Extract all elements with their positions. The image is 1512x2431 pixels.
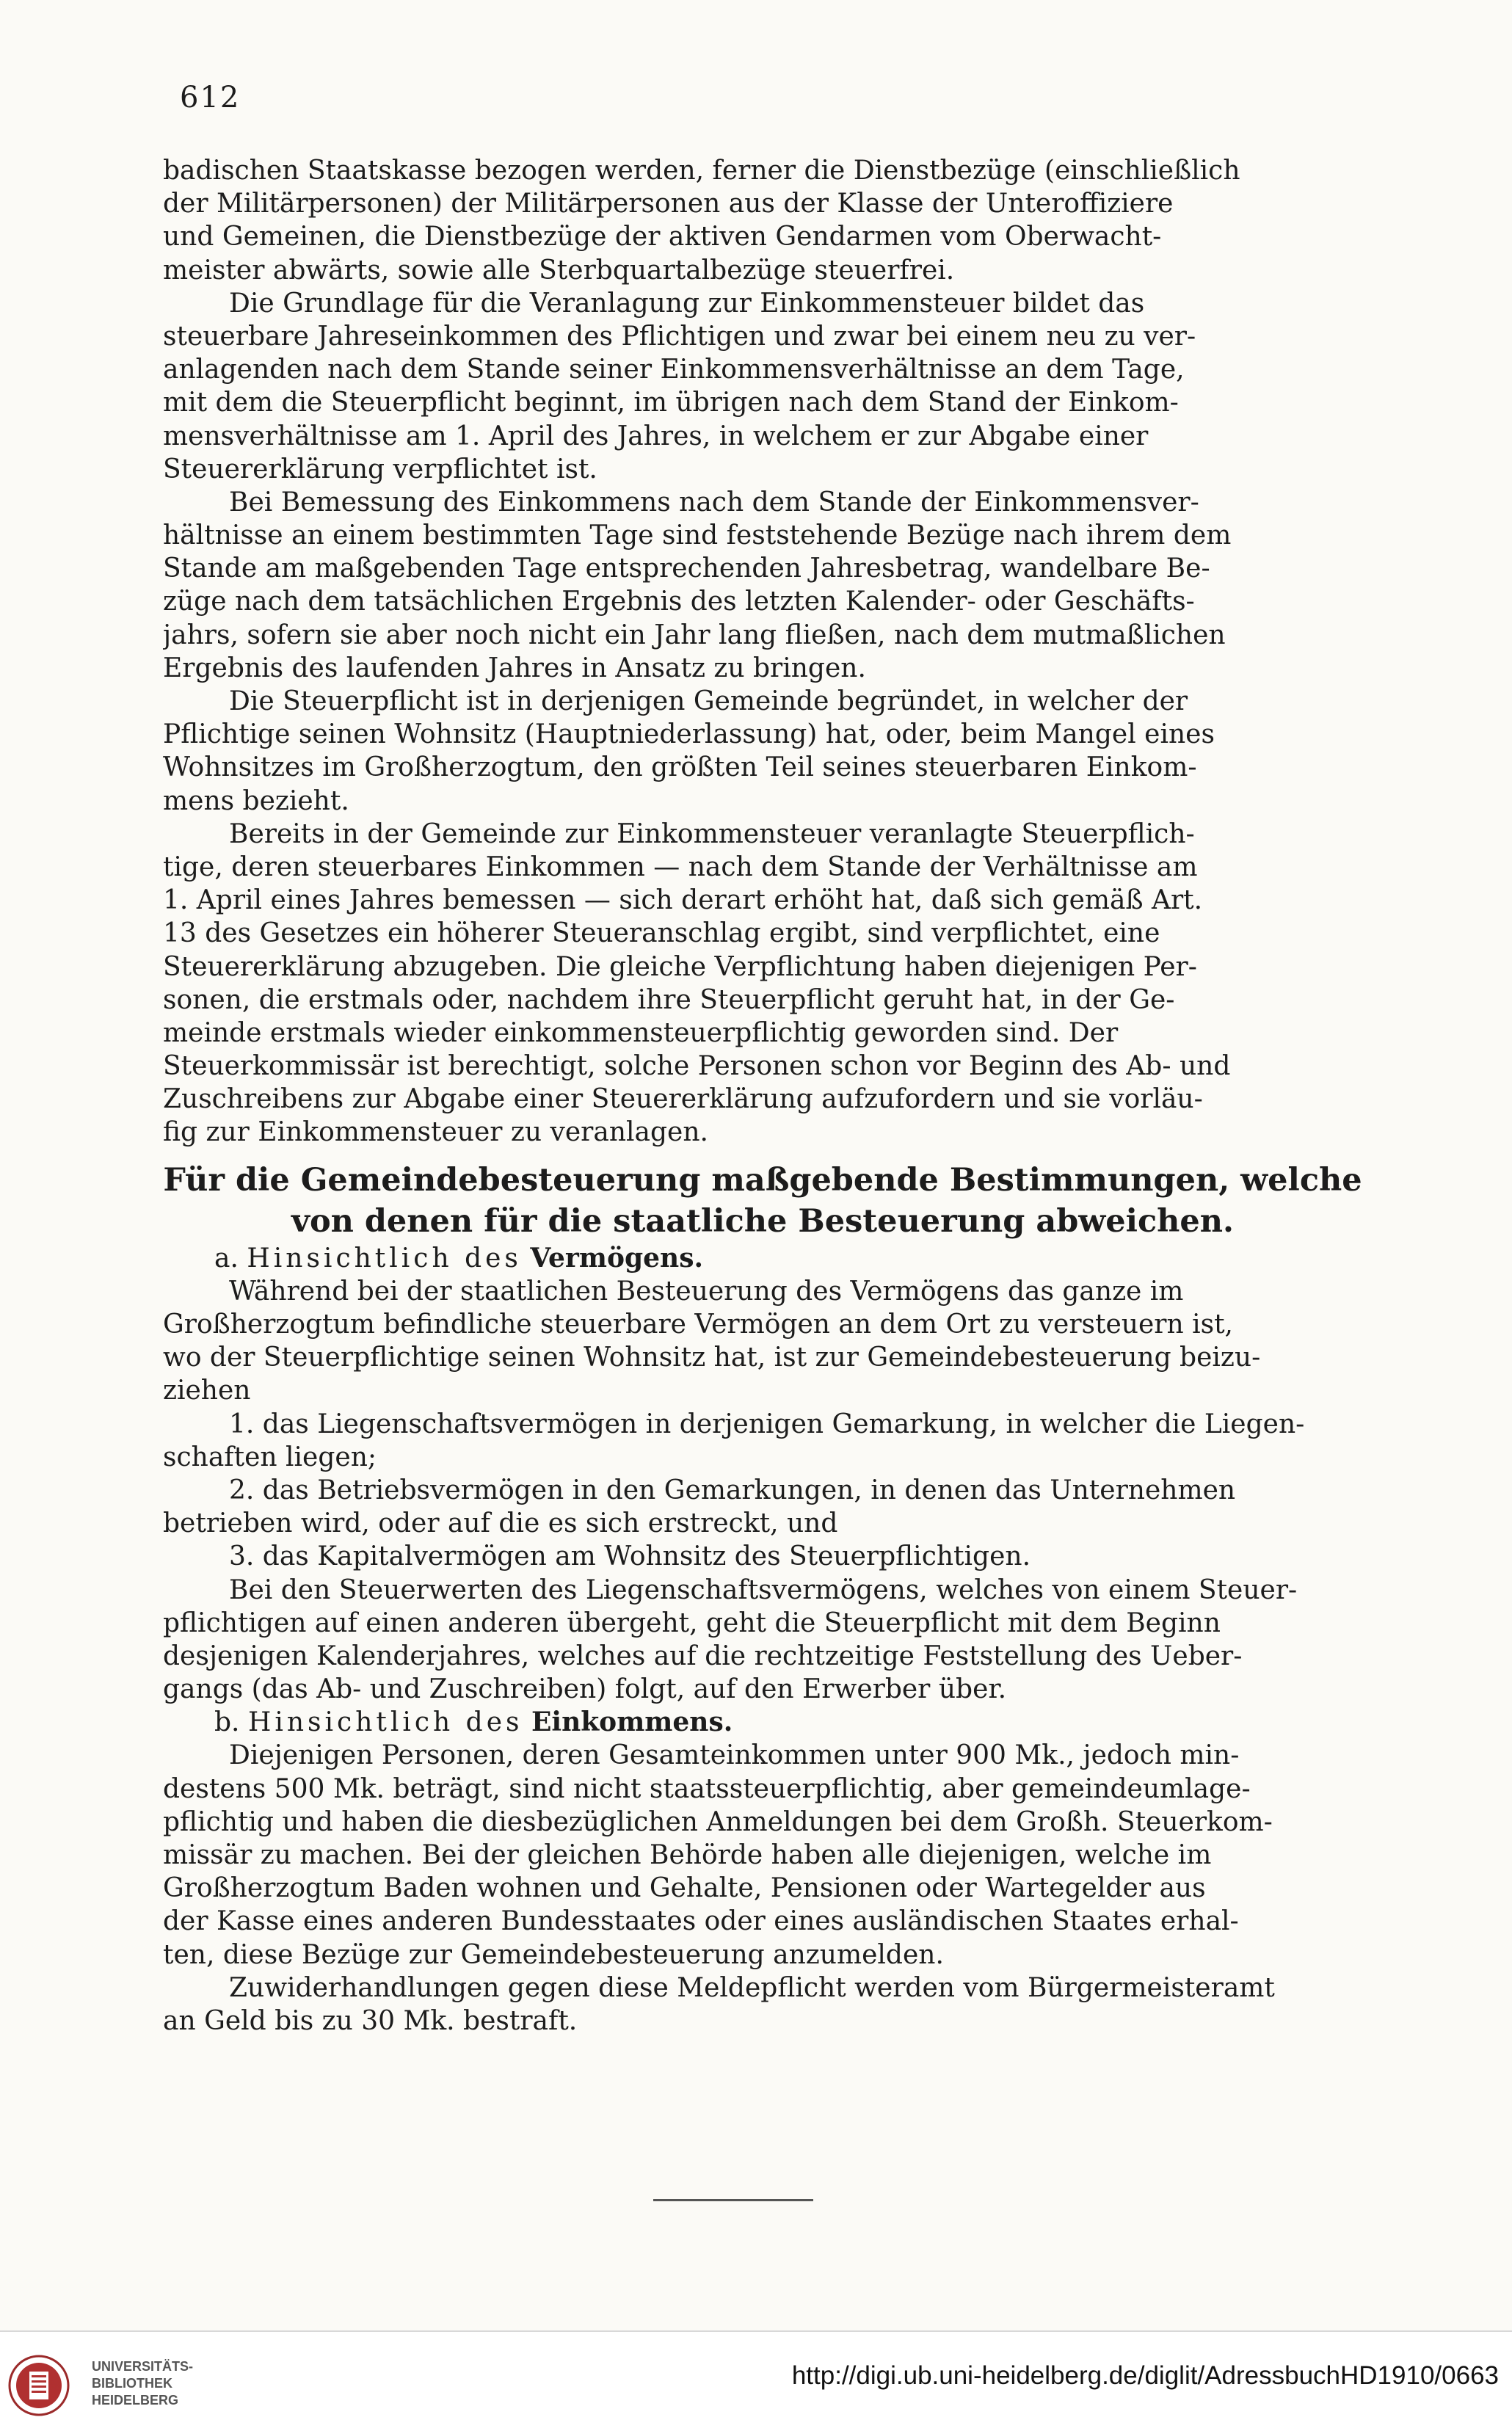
text-line: Stande am maßgebenden Tage entsprechenden Jahresbetrag, wandelbare Be-	[163, 553, 1210, 584]
text-line: züge nach dem tatsächlichen Ergebnis des letzten Kalender- oder Geschäfts-	[163, 586, 1195, 617]
page-number: 612	[180, 81, 241, 115]
text-line: 1. April eines Jahres bemessen — sich derart erhöht hat, daß sich gemäß Art.	[163, 885, 1203, 916]
list-item-line: betrieben wird, oder auf die es sich erstreckt, und	[163, 1508, 838, 1539]
text-line: an Geld bis zu 30 Mk. bestraft.	[163, 2005, 578, 2036]
text-line: ten, diese Bezüge zur Gemeindebesteuerung anzumelden.	[163, 1939, 944, 1970]
text-line: fig zur Einkommensteuer zu veranlagen.	[163, 1117, 708, 1148]
subsection-prefix: a.	[214, 1243, 239, 1273]
text-line: badischen Staatskasse bezogen werden, ferner die Dienstbezüge (einschließlich	[163, 156, 1240, 186]
text-line: missär zu machen. Bei der gleichen Behörde haben alle diejenigen, welche im	[163, 1840, 1212, 1870]
text-line: jahrs, sofern sie aber noch nicht ein Jahr lang fließen, nach dem mutmaßlichen	[163, 619, 1226, 650]
text-line: sonen, die erstmals oder, nachdem ihre Steuerpflicht geruht hat, in der Ge-	[163, 984, 1175, 1015]
list-item-line: 1. das Liegenschaftsvermögen in derjenigen Gemarkung, in welcher die Liegen-	[229, 1409, 1305, 1439]
text-line: der Militärpersonen) der Militärpersonen aus der Klasse der Unteroffiziere	[163, 189, 1174, 219]
logo-line: BIBLIOTHEK	[92, 2376, 172, 2391]
text-line: mit dem die Steuerpflicht beginnt, im übrigen nach dem Stand der Einkom-	[163, 388, 1179, 418]
subsection-label: Hinsichtlich des	[247, 1243, 522, 1273]
subsection-heading-b	[163, 1706, 1362, 1739]
text-line: Bereits in der Gemeinde zur Einkommensteuer veranlagte Steuerpflich-	[229, 818, 1195, 849]
text-line: gangs (das Ab- und Zuschreiben) folgt, auf den Erwerber über.	[163, 1674, 1007, 1705]
text-line: Wohnsitzes im Großherzogtum, den größten Teil seines steuerbaren Einkom-	[163, 752, 1197, 783]
subsection-prefix: b.	[214, 1707, 240, 1738]
text-line: und Gemeinen, die Dienstbezüge der aktiven Gendarmen vom Oberwacht-	[163, 222, 1162, 252]
text-line: mens bezieht.	[163, 785, 349, 816]
text-line: Die Steuerpflicht ist in derjenigen Gemeinde begründet, in welcher der	[229, 686, 1188, 716]
university-seal-icon	[7, 2354, 70, 2417]
text-line: Steuererklärung verpflichtet ist.	[163, 454, 597, 484]
text-line: anlagenden nach dem Stande seiner Einkommensverhältnisse an dem Tage,	[163, 355, 1185, 385]
text-line: Großherzogtum befindliche steuerbare Vermögen an dem Ort zu versteuern ist,	[163, 1309, 1233, 1340]
list-item-line: 2. das Betriebsvermögen in den Gemarkungen, in denen das Unternehmen	[229, 1475, 1236, 1505]
text-line: Bei den Steuerwerten des Liegenschaftsvermögens, welches von einem Steuer-	[229, 1574, 1298, 1605]
text-line: meinde erstmals wieder einkommensteuerpflichtig geworden sind. Der	[163, 1017, 1119, 1048]
text-line: meister abwärts, sowie alle Sterbquartalbezüge steuerfrei.	[163, 255, 955, 286]
library-name	[92, 2358, 193, 2409]
logo-line: HEIDELBERG	[92, 2393, 179, 2408]
logo-line: UNIVERSITÄTS-	[92, 2359, 194, 2374]
text-line: Während bei der staatlichen Besteuerung des Vermögens das ganze im	[229, 1276, 1184, 1307]
text-line: Zuschreibens zur Abgabe einer Steuererklärung aufzufordern und sie vorläu-	[163, 1084, 1203, 1115]
section-heading: Für die Gemeindebesteuerung maßgebende Bestimmungen, welche	[163, 1161, 1362, 1199]
text-line: Bei Bemessung des Einkommens nach dem Stande der Einkommensver-	[229, 487, 1199, 517]
text-line: pflichtig und haben die diesbezüglichen Anmeldungen bei dem Großh. Steuerkom-	[163, 1806, 1273, 1837]
list-item-line: 3. das Kapitalvermögen am Wohnsitz des Steuerpflichtigen.	[229, 1541, 1031, 1572]
text-line: pflichtigen auf einen anderen übergeht, geht die Steuerpflicht mit dem Beginn	[163, 1607, 1221, 1638]
text-line: wo der Steuerpflichtige seinen Wohnsitz hat, ist zur Gemeindebesteuerung beizu-	[163, 1342, 1261, 1373]
text-line: destens 500 Mk. beträgt, sind nicht staatssteuerpflichtig, aber gemeindeumlage-	[163, 1773, 1251, 1804]
subsection-heading-a	[163, 1242, 1362, 1275]
text-line: Steuerkommissär ist berechtigt, solche Personen schon vor Beginn des Ab- und	[163, 1051, 1231, 1082]
closing-rule	[653, 2199, 813, 2201]
permalink-url[interactable]: http://digi.ub.uni-heidelberg.de/diglit/AdressbuchHD1910/0663	[791, 2361, 1499, 2390]
subsection-keyword: Vermögens.	[530, 1242, 704, 1273]
text-line: desjenigen Kalenderjahres, welches auf die rechtzeitige Feststellung des Ueber-	[163, 1640, 1243, 1671]
text-line: Diejenigen Personen, deren Gesamteinkommen unter 900 Mk., jedoch min-	[229, 1740, 1240, 1771]
text-line: der Kasse eines anderen Bundesstaates oder eines ausländischen Staates erhal-	[163, 1906, 1239, 1937]
list-item-line: schaften liegen;	[163, 1442, 377, 1472]
text-line: 13 des Gesetzes ein höherer Steueranschlag ergibt, sind verpflichtet, eine	[163, 918, 1160, 949]
text-line: ziehen	[163, 1376, 251, 1406]
text-line: tige, deren steuerbares Einkommen — nach dem Stande der Verhältnisse am	[163, 851, 1198, 882]
text-line: mensverhältnisse am 1. April des Jahres, in welchem er zur Abgabe einer	[163, 421, 1149, 451]
text-line: steuerbare Jahreseinkommen des Pflichtigen und zwar bei einem neu zu ver-	[163, 321, 1196, 352]
library-logo[interactable]	[7, 2354, 228, 2417]
text-line: Ergebnis des laufenden Jahres in Ansatz zu bringen.	[163, 653, 866, 683]
text-line: Pflichtige seinen Wohnsitz (Hauptniederlassung) hat, oder, beim Mangel eines	[163, 719, 1215, 750]
subsection-keyword: Einkommens.	[531, 1707, 733, 1738]
text-line: hältnisse an einem bestimmten Tage sind feststehende Bezüge nach ihrem dem	[163, 520, 1232, 551]
text-line: Steuererklärung abzugeben. Die gleiche Verpflichtung haben diejenigen Per-	[163, 951, 1197, 982]
viewer-footer	[0, 2330, 1512, 2431]
subsection-label: Hinsichtlich des	[247, 1707, 523, 1738]
section-heading: von denen für die staatliche Besteuerung abweichen.	[291, 1202, 1235, 1240]
page-body	[163, 154, 1362, 2038]
text-line: Großherzogtum Baden wohnen und Gehalte, Pensionen oder Wartegelder aus	[163, 1873, 1206, 1904]
text-line: Die Grundlage für die Veranlagung zur Einkommensteuer bildet das	[229, 288, 1145, 319]
text-line: Zuwiderhandlungen gegen diese Meldepflicht werden vom Bürgermeisteramt	[229, 1972, 1275, 2003]
